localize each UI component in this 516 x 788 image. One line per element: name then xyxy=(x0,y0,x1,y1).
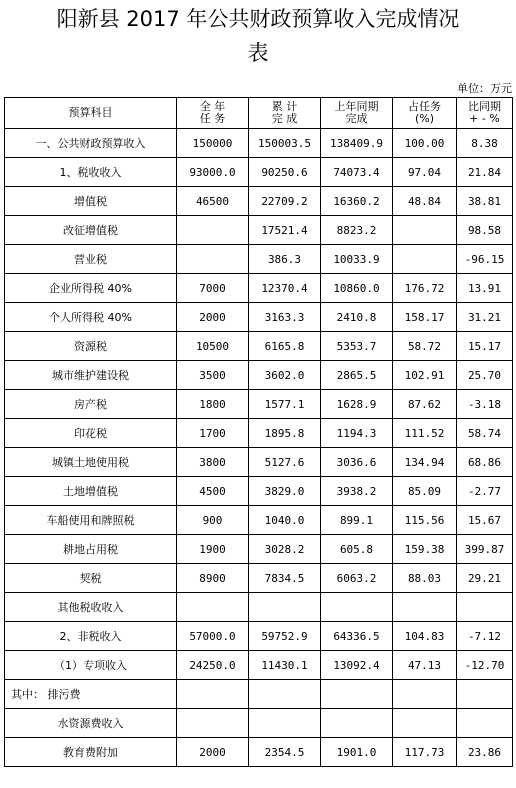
cell-last-year xyxy=(321,680,393,709)
cell-yoy: 8.38 xyxy=(457,129,513,158)
cell-cumulative: 59752.9 xyxy=(249,622,321,651)
cell-last-year xyxy=(321,593,393,622)
cell-plan xyxy=(177,593,249,622)
cell-yoy: -96.15 xyxy=(457,245,513,274)
title-line-1: 阳新县 2017 年公共财政预算收入完成情况 xyxy=(56,7,460,31)
cell-plan: 3500 xyxy=(177,361,249,390)
cell-plan: 2000 xyxy=(177,303,249,332)
cell-cumulative: 22709.2 xyxy=(249,187,321,216)
cell-percent-of-plan xyxy=(393,680,457,709)
cell-plan: 8900 xyxy=(177,564,249,593)
cell-plan: 900 xyxy=(177,506,249,535)
cell-cumulative: 2354.5 xyxy=(249,738,321,767)
cell-percent-of-plan: 159.38 xyxy=(393,535,457,564)
cell-item: 1、税收收入 xyxy=(5,158,177,187)
cell-yoy: 15.17 xyxy=(457,332,513,361)
table-row xyxy=(5,564,513,593)
cell-yoy: 31.21 xyxy=(457,303,513,332)
cell-cumulative: 12370.4 xyxy=(249,274,321,303)
page-title xyxy=(0,2,516,70)
cell-yoy: 13.91 xyxy=(457,274,513,303)
cell-percent-of-plan: 47.13 xyxy=(393,651,457,680)
cell-yoy: 68.86 xyxy=(457,448,513,477)
cell-percent-of-plan: 87.62 xyxy=(393,390,457,419)
unit-label: 单位：万元 xyxy=(457,82,512,95)
cell-cumulative: 3829.0 xyxy=(249,477,321,506)
header-item: 预算科目 xyxy=(5,98,177,129)
table-row xyxy=(5,390,513,419)
cell-item: 增值税 xyxy=(5,187,177,216)
cell-last-year: 1194.3 xyxy=(321,419,393,448)
table-body xyxy=(5,129,513,767)
cell-yoy: -7.12 xyxy=(457,622,513,651)
cell-item: （1）专项收入 xyxy=(5,651,177,680)
cell-percent-of-plan: 111.52 xyxy=(393,419,457,448)
table-row xyxy=(5,303,513,332)
table-row xyxy=(5,535,513,564)
cell-item: 其他税收收入 xyxy=(5,593,177,622)
cell-plan: 150000 xyxy=(177,129,249,158)
cell-item: 房产税 xyxy=(5,390,177,419)
cell-yoy xyxy=(457,680,513,709)
cell-percent-of-plan: 104.83 xyxy=(393,622,457,651)
cell-last-year: 8823.2 xyxy=(321,216,393,245)
cell-item: 城市维护建设税 xyxy=(5,361,177,390)
cell-last-year: 10860.0 xyxy=(321,274,393,303)
cell-plan: 10500 xyxy=(177,332,249,361)
cell-cumulative xyxy=(249,593,321,622)
cell-item: 营业税 xyxy=(5,245,177,274)
header-row xyxy=(5,98,513,129)
cell-cumulative: 1895.8 xyxy=(249,419,321,448)
cell-cumulative xyxy=(249,709,321,738)
cell-cumulative: 3163.3 xyxy=(249,303,321,332)
cell-last-year: 899.1 xyxy=(321,506,393,535)
cell-last-year: 3938.2 xyxy=(321,477,393,506)
cell-percent-of-plan: 176.72 xyxy=(393,274,457,303)
header-plan: 全 年 任 务 xyxy=(177,98,249,129)
cell-item: 土地增值税 xyxy=(5,477,177,506)
cell-item: 城镇土地使用税 xyxy=(5,448,177,477)
cell-plan: 1800 xyxy=(177,390,249,419)
cell-cumulative: 386.3 xyxy=(249,245,321,274)
cell-plan: 93000.0 xyxy=(177,158,249,187)
cell-cumulative: 150003.5 xyxy=(249,129,321,158)
cell-yoy: 29.21 xyxy=(457,564,513,593)
cell-percent-of-plan: 100.00 xyxy=(393,129,457,158)
table-row xyxy=(5,187,513,216)
table-row xyxy=(5,361,513,390)
cell-plan xyxy=(177,680,249,709)
table-row xyxy=(5,651,513,680)
cell-plan: 24250.0 xyxy=(177,651,249,680)
cell-item: 印花税 xyxy=(5,419,177,448)
cell-cumulative: 1577.1 xyxy=(249,390,321,419)
cell-item: 一、公共财政预算收入 xyxy=(5,129,177,158)
cell-item: 水资源费收入 xyxy=(5,709,177,738)
header-cumulative: 累 计 完 成 xyxy=(249,98,321,129)
cell-yoy: 58.74 xyxy=(457,419,513,448)
cell-item: 契税 xyxy=(5,564,177,593)
cell-plan xyxy=(177,709,249,738)
table-header xyxy=(5,98,513,129)
cell-plan: 1700 xyxy=(177,419,249,448)
header-last-year: 上年同期 完成 xyxy=(321,98,393,129)
cell-cumulative: 1040.0 xyxy=(249,506,321,535)
cell-yoy xyxy=(457,593,513,622)
cell-cumulative: 6165.8 xyxy=(249,332,321,361)
cell-yoy: 21.84 xyxy=(457,158,513,187)
cell-last-year: 13092.4 xyxy=(321,651,393,680)
cell-yoy: 98.58 xyxy=(457,216,513,245)
cell-percent-of-plan: 115.56 xyxy=(393,506,457,535)
cell-last-year: 5353.7 xyxy=(321,332,393,361)
cell-plan: 7000 xyxy=(177,274,249,303)
table-row xyxy=(5,506,513,535)
cell-percent-of-plan: 88.03 xyxy=(393,564,457,593)
cell-yoy xyxy=(457,709,513,738)
title-line-2: 表 xyxy=(247,41,269,65)
cell-yoy: 15.67 xyxy=(457,506,513,535)
cell-item: 资源税 xyxy=(5,332,177,361)
cell-item: 改征增值税 xyxy=(5,216,177,245)
cell-item: 2、非税收入 xyxy=(5,622,177,651)
table-row xyxy=(5,593,513,622)
cell-percent-of-plan: 158.17 xyxy=(393,303,457,332)
cell-percent-of-plan: 102.91 xyxy=(393,361,457,390)
cell-percent-of-plan xyxy=(393,216,457,245)
cell-percent-of-plan: 117.73 xyxy=(393,738,457,767)
cell-cumulative: 11430.1 xyxy=(249,651,321,680)
cell-last-year: 10033.9 xyxy=(321,245,393,274)
cell-plan: 3800 xyxy=(177,448,249,477)
table-row xyxy=(5,158,513,187)
cell-cumulative: 17521.4 xyxy=(249,216,321,245)
table-row xyxy=(5,680,513,709)
cell-plan xyxy=(177,245,249,274)
cell-yoy: 399.87 xyxy=(457,535,513,564)
table-row xyxy=(5,709,513,738)
table-row xyxy=(5,129,513,158)
cell-last-year: 16360.2 xyxy=(321,187,393,216)
cell-percent-of-plan: 97.04 xyxy=(393,158,457,187)
cell-last-year: 1628.9 xyxy=(321,390,393,419)
table-row xyxy=(5,274,513,303)
cell-yoy: -12.70 xyxy=(457,651,513,680)
cell-item: 耕地占用税 xyxy=(5,535,177,564)
cell-yoy: -3.18 xyxy=(457,390,513,419)
table-row xyxy=(5,622,513,651)
table-row xyxy=(5,332,513,361)
cell-last-year: 1901.0 xyxy=(321,738,393,767)
cell-yoy: 25.70 xyxy=(457,361,513,390)
cell-percent-of-plan: 85.09 xyxy=(393,477,457,506)
cell-last-year: 605.8 xyxy=(321,535,393,564)
cell-plan: 2000 xyxy=(177,738,249,767)
cell-plan: 4500 xyxy=(177,477,249,506)
cell-percent-of-plan xyxy=(393,709,457,738)
cell-plan: 46500 xyxy=(177,187,249,216)
table-row xyxy=(5,448,513,477)
cell-last-year: 2410.8 xyxy=(321,303,393,332)
table-row xyxy=(5,738,513,767)
cell-percent-of-plan: 58.72 xyxy=(393,332,457,361)
cell-cumulative: 7834.5 xyxy=(249,564,321,593)
cell-yoy: 23.86 xyxy=(457,738,513,767)
cell-cumulative xyxy=(249,680,321,709)
cell-percent-of-plan xyxy=(393,593,457,622)
table-row xyxy=(5,216,513,245)
cell-item: 其中： 排污费 xyxy=(5,680,177,709)
cell-last-year: 6063.2 xyxy=(321,564,393,593)
header-yoy: 比同期 + - % xyxy=(457,98,513,129)
cell-percent-of-plan: 48.84 xyxy=(393,187,457,216)
table-row xyxy=(5,245,513,274)
cell-cumulative: 3028.2 xyxy=(249,535,321,564)
cell-last-year: 64336.5 xyxy=(321,622,393,651)
cell-item: 企业所得税 40% xyxy=(5,274,177,303)
cell-percent-of-plan: 134.94 xyxy=(393,448,457,477)
table-row xyxy=(5,419,513,448)
cell-yoy: 38.81 xyxy=(457,187,513,216)
revenue-table xyxy=(4,97,513,767)
cell-cumulative: 5127.6 xyxy=(249,448,321,477)
cell-last-year: 2865.5 xyxy=(321,361,393,390)
cell-last-year: 74073.4 xyxy=(321,158,393,187)
cell-last-year: 138409.9 xyxy=(321,129,393,158)
cell-item: 个人所得税 40% xyxy=(5,303,177,332)
cell-cumulative: 90250.6 xyxy=(249,158,321,187)
cell-item: 车船使用和牌照税 xyxy=(5,506,177,535)
cell-plan: 57000.0 xyxy=(177,622,249,651)
cell-plan xyxy=(177,216,249,245)
cell-last-year xyxy=(321,709,393,738)
cell-yoy: -2.77 xyxy=(457,477,513,506)
table-row xyxy=(5,477,513,506)
cell-percent-of-plan xyxy=(393,245,457,274)
cell-last-year: 3036.6 xyxy=(321,448,393,477)
cell-cumulative: 3602.0 xyxy=(249,361,321,390)
cell-plan: 1900 xyxy=(177,535,249,564)
cell-item: 教育费附加 xyxy=(5,738,177,767)
header-percent-of-plan: 占任务 (%) xyxy=(393,98,457,129)
